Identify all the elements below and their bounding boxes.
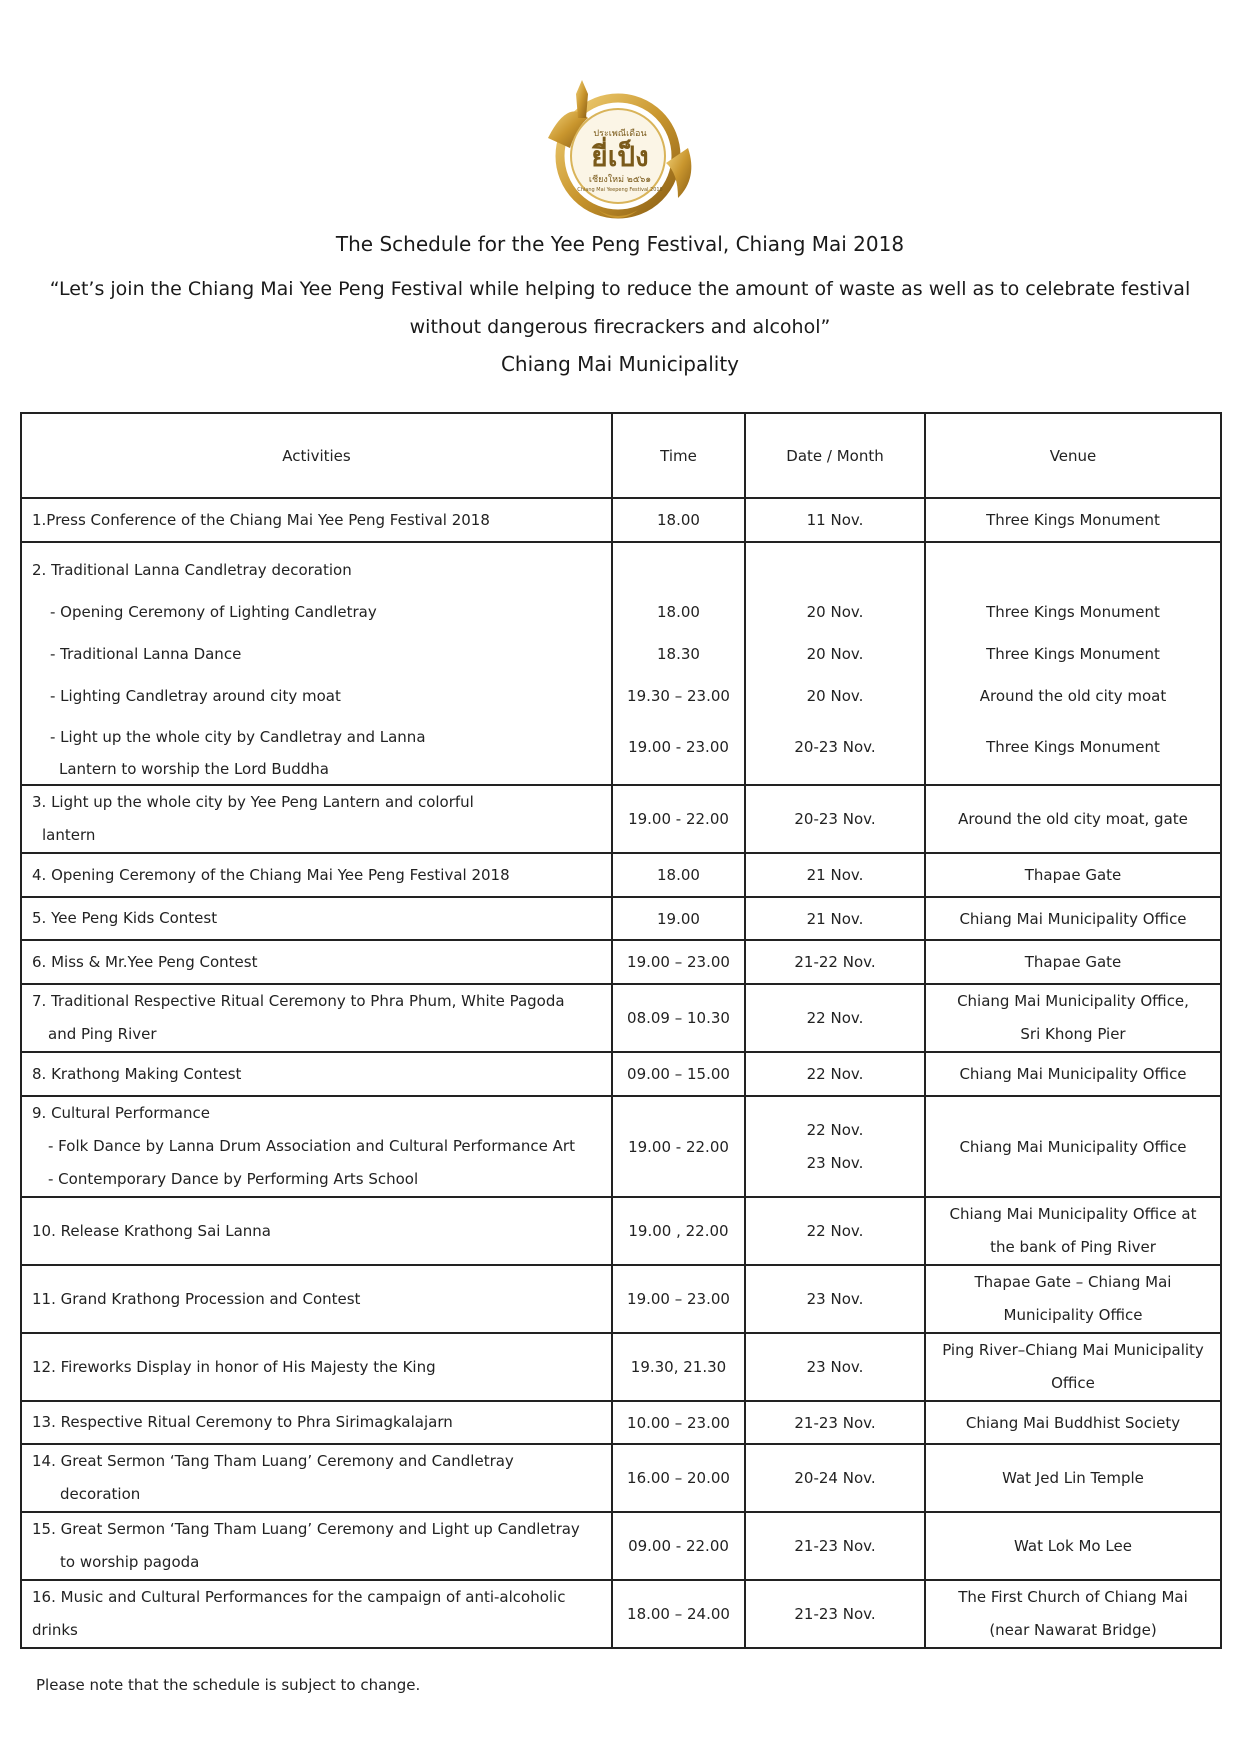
activity-cell: 13. Respective Ritual Ceremony to Phra Sirimagkalajarn: [21, 1401, 612, 1444]
time-cell: 09.00 – 15.00: [612, 1052, 745, 1096]
venue-value: Three Kings Monument: [986, 645, 1160, 663]
header-time: Time: [612, 413, 745, 498]
time-cell: 19.00 – 23.00: [612, 940, 745, 984]
venue-line: Ping River–Chiang Mai Municipality: [942, 1341, 1204, 1359]
festival-logo: [528, 78, 708, 228]
activity-line: - Folk Dance by Lanna Drum Association and Cultural Performance Art: [48, 1137, 575, 1155]
venue-cell: Around the old city moat, gate: [925, 785, 1221, 853]
activity-cell: [21, 1580, 612, 1648]
date-cell: 22 Nov.: [745, 984, 925, 1052]
date-cell: 21-22 Nov.: [745, 940, 925, 984]
activity-line: - Contemporary Dance by Performing Arts School: [48, 1170, 419, 1188]
activity-cell: 5. Yee Peng Kids Contest: [21, 897, 612, 940]
venue-cell: [925, 1333, 1221, 1401]
time-cell: 19.30, 21.30: [612, 1333, 745, 1401]
table-row: [21, 1401, 1221, 1444]
table-row: [21, 785, 1221, 853]
venue-value: Three Kings Monument: [986, 603, 1160, 621]
activity-line: 7. Traditional Respective Ritual Ceremony to Phra Phum, White Pagoda: [32, 992, 565, 1010]
date-cell: [745, 542, 925, 785]
activity-cell: [21, 1512, 612, 1580]
organizer: Chiang Mai Municipality: [500, 352, 740, 376]
time-cell: 19.00 , 22.00: [612, 1197, 745, 1265]
slogan: [48, 270, 1192, 346]
header-venue: Venue: [925, 413, 1221, 498]
activity-line: 14. Great Sermon ‘Tang Tham Luang’ Ceremony and Candletray: [32, 1452, 514, 1470]
date-value: 20 Nov.: [806, 645, 864, 663]
schedule-table: [20, 412, 1222, 1649]
activity-cell: 6. Miss & Mr.Yee Peng Contest: [21, 940, 612, 984]
activity-line: decoration: [60, 1485, 141, 1503]
venue-line: Chiang Mai Municipality Office at: [949, 1205, 1197, 1223]
date-cell: 21-23 Nov.: [745, 1512, 925, 1580]
venue-cell: Wat Jed Lin Temple: [925, 1444, 1221, 1512]
festival-logo-graphic: [528, 78, 708, 228]
activity-cell: [21, 984, 612, 1052]
venue-cell: Chiang Mai Buddhist Society: [925, 1401, 1221, 1444]
table-row: [21, 1265, 1221, 1333]
time-cell: 10.00 – 23.00: [612, 1401, 745, 1444]
date-cell: [745, 1096, 925, 1197]
time-value: 18.30: [657, 645, 700, 663]
activity-line: lantern: [42, 826, 96, 844]
date-cell: 22 Nov.: [745, 1052, 925, 1096]
venue-line: the bank of Ping River: [990, 1238, 1156, 1256]
venue-cell: [925, 1265, 1221, 1333]
logo-tiny-text: Chiang Mai Yeepeng Festival 2018: [577, 187, 663, 193]
activity-line: 3. Light up the whole city by Yee Peng Lantern and colorful: [32, 793, 474, 811]
date-cell: 20-23 Nov.: [745, 785, 925, 853]
date-line: 22 Nov.: [806, 1120, 864, 1139]
table-row: [21, 984, 1221, 1052]
time-cell: 16.00 – 20.00: [612, 1444, 745, 1512]
activity-line: drinks: [32, 1621, 78, 1639]
date-line: 23 Nov.: [806, 1153, 864, 1172]
venue-cell: Chiang Mai Municipality Office: [925, 1096, 1221, 1197]
activity-cell: 8. Krathong Making Contest: [21, 1052, 612, 1096]
table-row: [21, 897, 1221, 940]
logo-small-text: ประเพณีเดือน: [593, 129, 647, 139]
time-value: 18.00: [657, 603, 700, 621]
date-value: 20 Nov.: [806, 687, 864, 705]
activity-line: 15. Great Sermon ‘Tang Tham Luang’ Ceremony and Light up Candletray: [32, 1520, 580, 1538]
logo-sub-text: เชียงใหม่ ๒๕๖๑: [588, 175, 652, 185]
table-row: [21, 498, 1221, 542]
date-value: 20 Nov.: [806, 603, 864, 621]
header-activities: Activities: [21, 413, 612, 498]
time-cell: 18.00 – 24.00: [612, 1580, 745, 1648]
activity-cell: 10. Release Krathong Sai Lanna: [21, 1197, 612, 1265]
venue-cell: Thapae Gate: [925, 940, 1221, 984]
date-cell: 21 Nov.: [745, 897, 925, 940]
venue-line: Sri Khong Pier: [1020, 1025, 1126, 1043]
venue-cell: [925, 1580, 1221, 1648]
table-row: [21, 1096, 1221, 1197]
venue-line: Municipality Office: [1003, 1306, 1143, 1324]
activity-cell: 12. Fireworks Display in honor of His Majesty the King: [21, 1333, 612, 1401]
activity-cell: 4. Opening Ceremony of the Chiang Mai Yee Peng Festival 2018: [21, 853, 612, 897]
venue-value: Around the old city moat: [979, 687, 1167, 705]
table-row: [21, 542, 1221, 785]
activity-cell: [21, 542, 612, 785]
venue-cell: Wat Lok Mo Lee: [925, 1512, 1221, 1580]
table-row: [21, 940, 1221, 984]
time-cell: [612, 542, 745, 785]
slogan-line-2: without dangerous firecrackers and alcohol”: [409, 316, 831, 338]
header-date: Date / Month: [745, 413, 925, 498]
activity-cell: [21, 785, 612, 853]
table-row: [21, 1197, 1221, 1265]
sub-activity: - Opening Ceremony of Lighting Candletray: [50, 603, 377, 621]
venue-cell: [925, 1197, 1221, 1265]
sub-activity: - Lighting Candletray around city moat: [50, 687, 341, 705]
venue-line: The First Church of Chiang Mai: [958, 1588, 1188, 1606]
venue-cell: Thapae Gate: [925, 853, 1221, 897]
date-cell: 22 Nov.: [745, 1197, 925, 1265]
date-value: 20-23 Nov.: [794, 738, 876, 756]
table-header-row: [21, 413, 1221, 498]
venue-line: (near Nawarat Bridge): [989, 1621, 1157, 1639]
sub-activity: - Traditional Lanna Dance: [50, 645, 242, 663]
table-row: [21, 1512, 1221, 1580]
time-cell: 19.00: [612, 897, 745, 940]
venue-cell: Three Kings Monument: [925, 498, 1221, 542]
activity-line: and Ping River: [48, 1025, 157, 1043]
activity-line: to worship pagoda: [60, 1553, 200, 1571]
table-row: [21, 1052, 1221, 1096]
table-row: [21, 1333, 1221, 1401]
date-cell: 11 Nov.: [745, 498, 925, 542]
activity-cell: [21, 1096, 612, 1197]
activity-line: 16. Music and Cultural Performances for the campaign of anti-alcoholic: [32, 1588, 566, 1606]
time-cell: 18.00: [612, 498, 745, 542]
date-cell: 23 Nov.: [745, 1333, 925, 1401]
time-value: 19.00 - 23.00: [628, 738, 729, 756]
date-cell: 21 Nov.: [745, 853, 925, 897]
date-cell: 21-23 Nov.: [745, 1401, 925, 1444]
slogan-line-1: “Let’s join the Chiang Mai Yee Peng Festival while helping to reduce the amount of waste as well as to celebrate festival: [49, 278, 1191, 300]
table-row: [21, 1580, 1221, 1648]
activity-heading: 2. Traditional Lanna Candletray decoration: [32, 561, 352, 579]
activity-cell: 11. Grand Krathong Procession and Contest: [21, 1265, 612, 1333]
logo-main-text: ยี่เป็ง: [591, 140, 649, 173]
activity-cell: [21, 1444, 612, 1512]
venue-line: Office: [1051, 1374, 1095, 1392]
sub-activity-cont: Lantern to worship the Lord Buddha: [59, 760, 329, 778]
table-row: [21, 853, 1221, 897]
date-cell: 23 Nov.: [745, 1265, 925, 1333]
venue-cell: Chiang Mai Municipality Office: [925, 897, 1221, 940]
footer-note: Please note that the schedule is subject to change.: [36, 1676, 421, 1694]
time-cell: 19.00 – 23.00: [612, 1265, 745, 1333]
date-cell: 21-23 Nov.: [745, 1580, 925, 1648]
date-cell: 20-24 Nov.: [745, 1444, 925, 1512]
time-value: 19.30 – 23.00: [627, 687, 730, 705]
venue-value: Three Kings Monument: [986, 738, 1160, 756]
activity-cell: 1.Press Conference of the Chiang Mai Yee Peng Festival 2018: [21, 498, 612, 542]
time-cell: 09.00 - 22.00: [612, 1512, 745, 1580]
venue-cell: [925, 542, 1221, 785]
time-cell: 08.09 – 10.30: [612, 984, 745, 1052]
page-title: The Schedule for the Yee Peng Festival, Chiang Mai 2018: [335, 232, 905, 256]
table-row: [21, 1444, 1221, 1512]
activity-line: 9. Cultural Performance: [32, 1104, 210, 1122]
venue-cell: [925, 984, 1221, 1052]
time-cell: 19.00 - 22.00: [612, 785, 745, 853]
venue-cell: Chiang Mai Municipality Office: [925, 1052, 1221, 1096]
venue-line: Thapae Gate – Chiang Mai: [974, 1273, 1172, 1291]
sub-activity: - Light up the whole city by Candletray and Lanna: [50, 728, 426, 746]
time-cell: 19.00 - 22.00: [612, 1096, 745, 1197]
venue-line: Chiang Mai Municipality Office,: [957, 992, 1189, 1010]
time-cell: 18.00: [612, 853, 745, 897]
